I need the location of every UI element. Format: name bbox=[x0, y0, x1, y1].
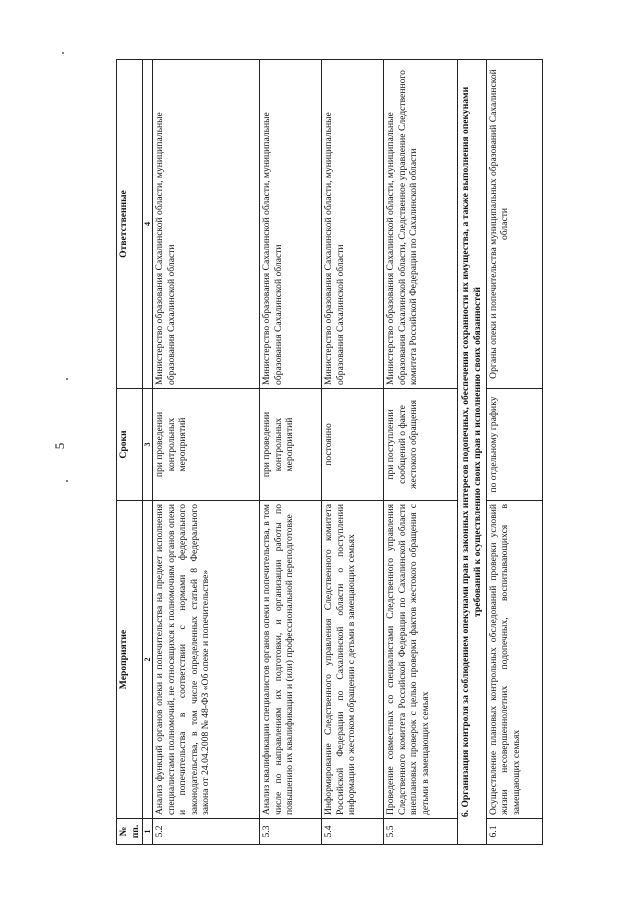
section-6-title: 6. Организация контроля за соблюдением опекунами прав и законных интересов подопечных, обеспечения сохранности их имущества, а также выполнения опекунами требований к осуществлению своих прав и исполнению своих обязанностей bbox=[458, 60, 487, 845]
section-heading-row bbox=[458, 60, 487, 845]
row-term: по отдельному графику bbox=[486, 389, 542, 501]
activities-table bbox=[116, 59, 543, 845]
header-num: № пп. bbox=[117, 819, 143, 845]
header-activity: Мероприятие bbox=[117, 501, 143, 819]
scan-speck bbox=[66, 378, 68, 380]
header-term: Сроки bbox=[117, 389, 143, 501]
row-responsible: Министерство образования Сахалинской области, муниципальные образования Сахалинской области, Следственное управление Следственного комитета Российской Федерации по Сахалинской области bbox=[384, 60, 458, 389]
table-row bbox=[384, 60, 458, 845]
scan-speck bbox=[66, 480, 68, 482]
row-number: 5.5 bbox=[384, 819, 458, 845]
table-row bbox=[260, 60, 322, 845]
row-responsible: Министерство образования Сахалинской области, муниципальные образования Сахалинской области bbox=[322, 60, 384, 389]
row-activity: Анализ квалификации специалистов органов опеки и попечительства, в том числе по направлениям их подготовки, и организации работы по повышению их квалификации и (или) профессиональной переподготовке bbox=[260, 501, 322, 819]
row-activity: Осуществление плановых контрольных обследований проверки условий жизни несовершеннолетних подопечных, воспитывающихся в замещающих семьях bbox=[486, 501, 542, 819]
row-term: при проведении контрольных мероприятий bbox=[260, 389, 322, 501]
table-row bbox=[322, 60, 384, 845]
row-number: 5.3 bbox=[260, 819, 322, 845]
column-number: 4 bbox=[143, 60, 153, 389]
column-number-row bbox=[143, 60, 153, 845]
row-activity: Проведение совместных со специалистами Следственного управления Следственного комитета Российской Федерации по Сахалинской области внеплановых проверок с целью проверки фактов жестокого обращения с детьми в замещающих семьях bbox=[384, 501, 458, 819]
row-number: 5.4 bbox=[322, 819, 384, 845]
row-number: 5.2 bbox=[153, 819, 260, 845]
row-term: при поступлении сообщений о факте жестокого обращения bbox=[384, 389, 458, 501]
row-term: при проведении контрольных мероприятий bbox=[153, 389, 260, 501]
column-number: 2 bbox=[143, 501, 153, 819]
row-responsible: Министерство образования Сахалинской области, муниципальные образования Сахалинской области bbox=[153, 60, 260, 389]
row-term: постоянно bbox=[322, 389, 384, 501]
scan-speck bbox=[62, 52, 64, 54]
table-header-row bbox=[117, 60, 143, 845]
row-activity: Анализ функций органов опеки и попечительства на предмет исполнения специалистами полномочий, не относящихся к полномочиям органов опеки и попечительства в соответствии с нормами федерального законодательства, в том числе определенных статьей 8 Федерального закона от 24.04.2008 № 48-ФЗ «Об опеке и попечительстве» bbox=[153, 501, 260, 819]
column-number: 3 bbox=[143, 389, 153, 501]
page-number: 5 bbox=[52, 442, 67, 450]
table-row bbox=[486, 60, 542, 845]
column-number: 1 bbox=[143, 819, 153, 845]
table-row bbox=[153, 60, 260, 845]
header-responsible: Ответственные bbox=[117, 60, 143, 389]
row-activity: Информирование Следственного управления Следственного комитета Российской Федерации по Сахалинской области о поступлении информации о жестоком обращении с детьми в замещающих семьях bbox=[322, 501, 384, 819]
row-responsible: Органы опеки и попечительства муниципальных образований Сахалинской области bbox=[486, 60, 542, 389]
row-number: 6.1 bbox=[486, 819, 542, 845]
row-responsible: Министерство образования Сахалинской области, муниципальные образования Сахалинской области bbox=[260, 60, 322, 389]
rotated-table-container bbox=[116, 60, 541, 845]
